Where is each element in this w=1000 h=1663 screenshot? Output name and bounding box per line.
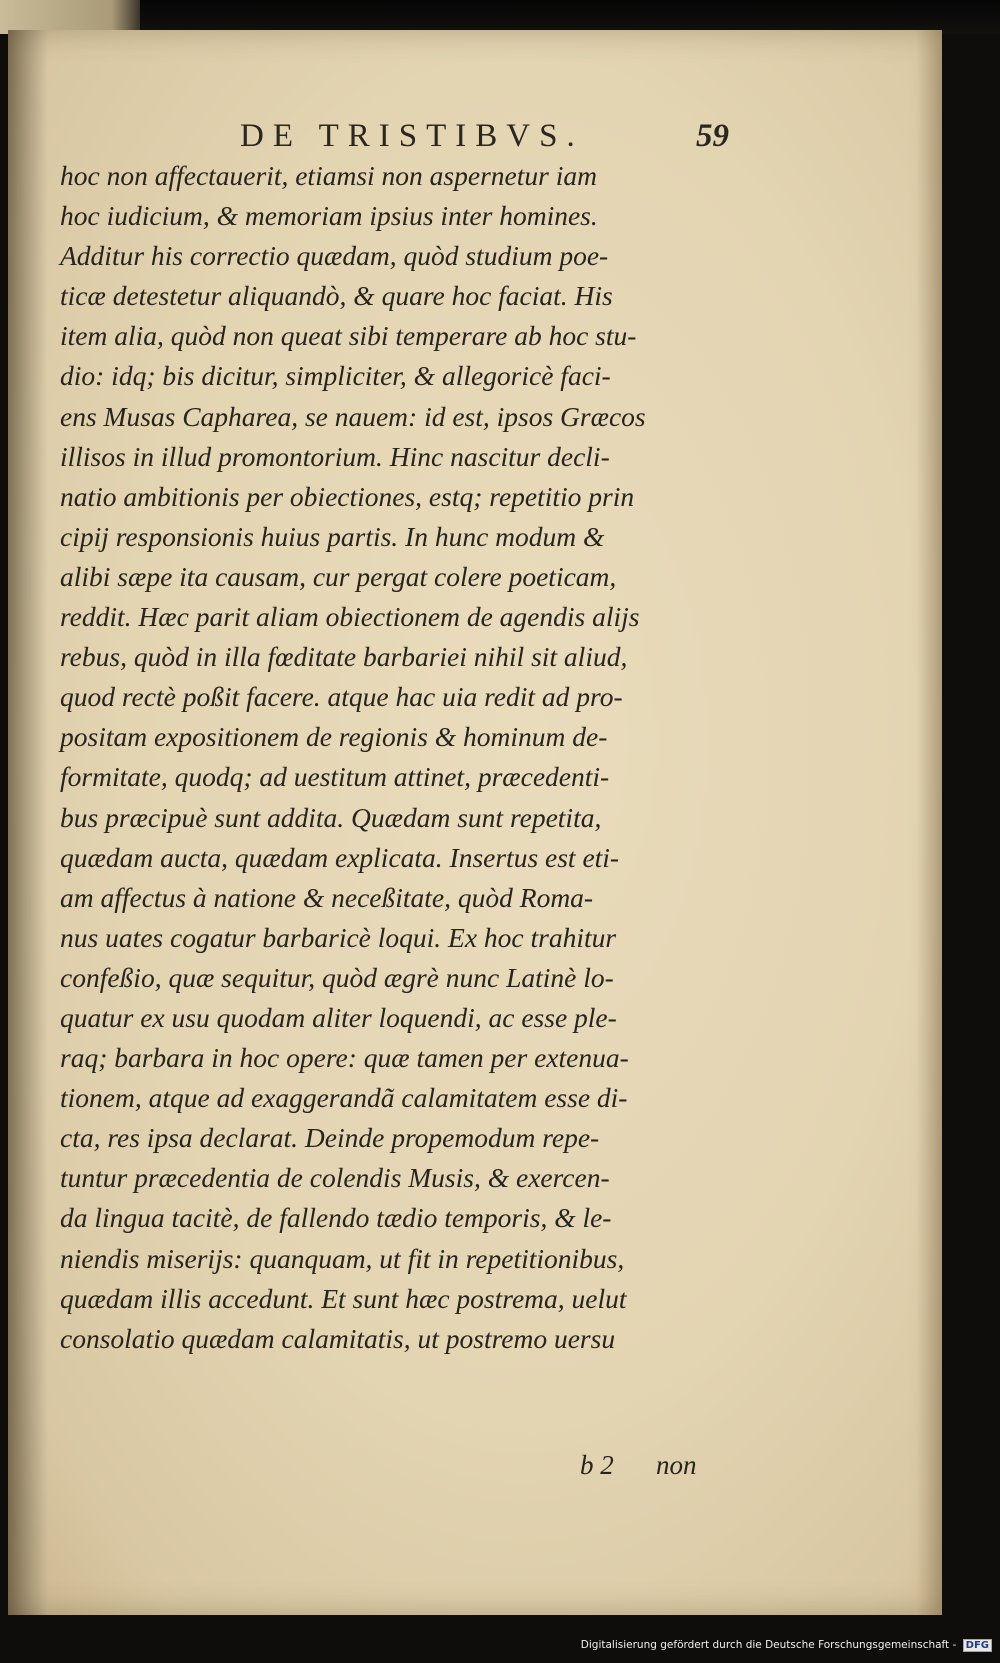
signature-mark: b 2 xyxy=(580,1450,614,1480)
text-line: bus præcipuè sunt addita. Quædam sunt repetita, xyxy=(60,801,602,833)
text-line: niendis miserijs: quanquam, ut fit in repetitionibus, xyxy=(60,1242,625,1274)
dfg-logo: DFG xyxy=(963,1639,992,1652)
text-line: hoc non affectauerit, etiamsi non aspernetur iam xyxy=(60,160,597,191)
text-line: cipij responsionis huius partis. In hunc modum & xyxy=(60,520,605,552)
text-line: quædam illis accedunt. Et sunt hæc postrema, uelut xyxy=(60,1282,627,1314)
text-line: reddit. Hæc parit aliam obiectionem de agendis alijs xyxy=(60,601,640,633)
running-head: DE TRISTIBVS. xyxy=(240,118,584,154)
body-text xyxy=(60,156,760,1359)
text-line: hoc iudicium, & memoriam ipsius inter homines. xyxy=(60,200,598,232)
text-line: quædam aucta, quædam explicata. Insertus est eti- xyxy=(60,841,620,873)
page-number: 59 xyxy=(696,118,729,154)
text-line: quatur ex usu quodam aliter loquendi, ac esse ple- xyxy=(60,1001,617,1033)
text-line: tuntur præcedentia de colendis Musis, & exercen- xyxy=(60,1162,610,1194)
page-edge-shading xyxy=(916,30,942,1615)
text-line: nus uates cogatur barbaricè loqui. Ex hoc trahitur xyxy=(60,921,617,953)
text-line: confeßio, quæ sequitur, quòd ægrè nunc Latinè lo- xyxy=(60,961,614,993)
adjacent-page-edge xyxy=(0,0,140,34)
book-page xyxy=(8,30,942,1615)
text-line: illisos in illud promontorium. Hinc nascitur decli- xyxy=(60,440,610,472)
text-line: ticæ detestetur aliquandò, & quare hoc faciat. His xyxy=(60,280,613,312)
text-line: consolatio quædam calamitatis, ut postremo uersu xyxy=(60,1322,616,1354)
text-line: ens Musas Caphareа, se nauem: id est, ipsos Græcos xyxy=(60,400,646,432)
text-line: raq; barbara in hoc opere: quæ tamen per extenua- xyxy=(60,1042,629,1074)
text-line: quod rectè poßit facere. atque hac uia redit ad pro- xyxy=(60,681,623,713)
text-line: am affectus à natione & neceßitate, quòd Roma- xyxy=(60,881,594,913)
text-line: item alia, quòd non queat sibi temperare ab hoc stu- xyxy=(60,320,637,352)
text-line: cta, res ipsa declarat. Deinde propemodum repe- xyxy=(60,1122,600,1154)
digitization-credit xyxy=(581,1639,992,1652)
credit-text: Digitalisierung gefördert durch die Deutsche Forschungsgemeinschaft - xyxy=(580,1639,957,1651)
text-line: dio: idq; bis dicitur, simpliciter, & allegoricè faci- xyxy=(60,360,611,392)
text-line: alibi sæpe ita causam, cur pergat colere poeticam, xyxy=(60,560,617,592)
text-line: tionem, atque ad exaggerandã calamitatem esse di- xyxy=(60,1082,628,1114)
text-line: da lingua tacitè, de fallendo tædio temporis, & le- xyxy=(60,1202,612,1234)
scan-background-top xyxy=(0,0,1000,34)
text-line: natio ambitionis per obiectiones, estq; repetitio prin xyxy=(60,480,635,512)
text-line: rebus, quòd in illa fœditate barbariei nihil sit aliud, xyxy=(60,641,628,673)
gutter-shadow xyxy=(8,30,48,1615)
text-line: positam expositionem de regionis & hominum de- xyxy=(60,721,608,753)
text-line: formitate, quodq; ad uestitum attinet, præcedenti- xyxy=(60,761,610,793)
catchword: non xyxy=(656,1450,697,1480)
text-line: Additur his correctio quædam, quòd studium poe- xyxy=(60,240,609,272)
